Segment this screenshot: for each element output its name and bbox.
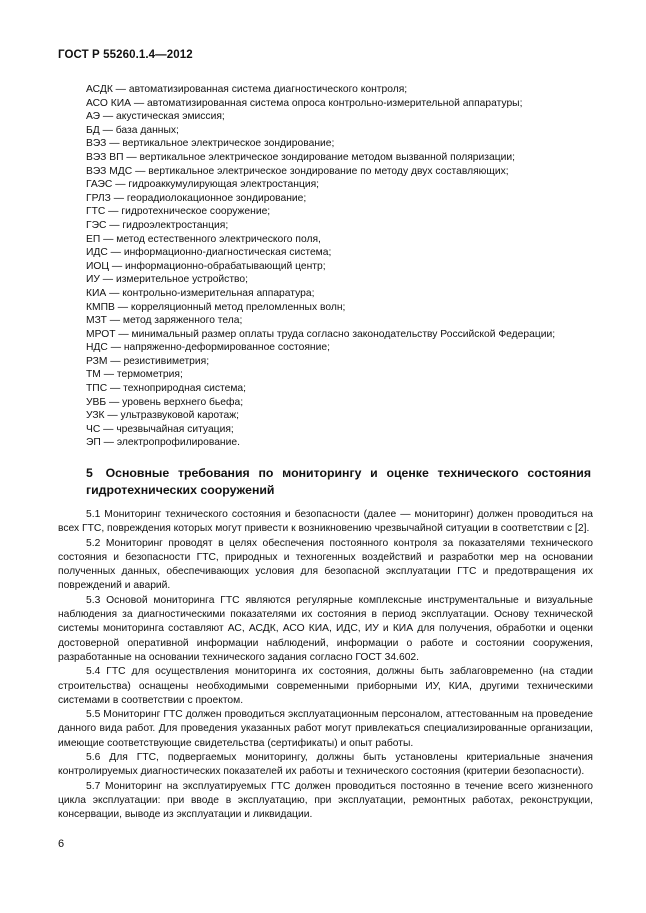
abbreviation-item: РЗМ — резистивиметрия;	[86, 355, 210, 367]
clause-paragraph: 5.1 Мониторинг технического состояния и безопасности (далее — мониторинг) должен проводиться на всех ГТС, повреждения которых могут привести к возникновению чрезвычайной ситуации в соответствии с [2].	[58, 509, 593, 535]
abbreviation-item: ИДС — информационно-диагностическая система;	[86, 247, 332, 259]
clause-paragraph: 5.7 Мониторинг на эксплуатируемых ГТС должен проводиться постоянно в течение всего жизненного цикла эксплуатации: при вводе в эксплуатацию, при эксплуатации, ремонтных работах, реконструкции, консервации, выводе из эксплуатации и ликвидации.	[58, 780, 593, 821]
abbreviation-item: КМПВ — корреляционный метод преломленных волн;	[86, 301, 346, 313]
abbreviation-item: АСДК — автоматизированная система диагностического контроля;	[86, 84, 408, 95]
abbreviation-item: УЗК — ультразвуковой каротаж;	[86, 410, 240, 422]
abbreviation-item: НДС — напряженно-деформированное состояние;	[86, 342, 330, 354]
section-heading	[86, 465, 591, 499]
clause-paragraph: 5.6 Для ГТС, подвергаемых мониторингу, должны быть установлены критериальные значения контролируемых диагностических показателей их работы и технического состояния (критерии безопасности).	[58, 752, 593, 778]
abbreviation-item: ИУ — измерительное устройство;	[86, 274, 248, 286]
clause-paragraph: 5.3 Основой мониторинга ГТС являются регулярные комплексные инструментальные и визуальные наблюдения за диагностическими показателями их состояния в период эксплуатации. Основу технической системы мониторинга составляют АС, АСДК, АСО КИА, ИДС, ИУ и КИА для получения, обработки и оценки достоверной оперативной информации наблюдений, информации о работе и состоянии сооружения, разработанные на основании технического задания согласно ГОСТ 34.602.	[58, 594, 593, 663]
abbreviation-item: ГТС — гидротехническое сооружение;	[86, 206, 271, 218]
document-code: ГОСТ Р 55260.1.4—2012	[58, 49, 193, 61]
abbreviation-item: ТМ — термометрия;	[86, 369, 183, 381]
section-body	[58, 508, 593, 823]
section-number: 5	[86, 466, 93, 480]
abbreviation-list	[86, 83, 606, 450]
abbreviation-item: ГРЛЗ — георадиолокационное зондирование;	[86, 192, 307, 204]
clause-paragraph: 5.5 Мониторинг ГТС должен проводиться эксплуатационным персоналом, аттестованным на проведение данного вида работ. Для проведения указанных работ могут привлекаться специализированные организации, имеющие соответствующие свидетельства (сертификаты) и опыт работы.	[58, 709, 593, 749]
abbreviation-item: ВЭЗ ВП — вертикальное электрическое зондирование методом вызванной поляризации;	[86, 151, 515, 163]
abbreviation-item: УВБ — уровень верхнего бьефа;	[86, 396, 244, 408]
abbreviation-item: ВЭЗ МДС — вертикальное электрическое зондирование по методу двух составляющих;	[86, 165, 509, 177]
clause-paragraph: 5.4 ГТС для осуществления мониторинга их состояния, должны быть заблаговременно (на стадии строительства) оснащены необходимыми современными приборными ИУ, КИА, другими техническими системами в соответствии с проектом.	[58, 666, 593, 706]
abbreviation-item: ЕП — метод естественного электрического поля,	[86, 233, 321, 245]
abbreviation-item: ВЭЗ — вертикальное электрическое зондирование;	[86, 138, 335, 150]
abbreviation-item: КИА — контрольно-измерительная аппаратура;	[86, 287, 315, 299]
abbreviation-item: ГЭС — гидроэлектростанция;	[86, 219, 229, 231]
abbreviation-item: ЭП — электропрофилирование.	[86, 437, 240, 449]
abbreviation-item: БД — база данных;	[86, 124, 179, 136]
section-title-text: Основные требования по мониторингу и оценке технического состояния гидротехнических сооружений	[86, 466, 591, 497]
abbreviation-item: ТПС — техноприродная система;	[86, 383, 246, 395]
clause-paragraph: 5.2 Мониторинг проводят в целях обеспечения постоянного контроля за показателями технического состояния и безопасности ГТС, природных и техногенных воздействий и разработки мер на основании полученных данных, обеспечивающих условия для безопасной эксплуатации ГТС и предотвращения их повреждений и аварий.	[58, 537, 593, 592]
abbreviation-item: МРОТ — минимальный размер оплаты труда согласно законодательству Российской Федерации;	[86, 328, 556, 340]
abbreviation-item: АСО КИА — автоматизированная система опроса контрольно-измерительной аппаратуры;	[86, 97, 523, 109]
abbreviation-item: ГАЭС — гидроаккумулирующая электростанция;	[86, 179, 320, 191]
abbreviation-item: ИОЦ — информационно-обрабатывающий центр;	[86, 260, 326, 272]
abbreviation-item: АЭ — акустическая эмиссия;	[86, 111, 225, 123]
abbreviation-item: МЗТ — метод заряженного тела;	[86, 315, 243, 327]
page-number: 6	[58, 838, 65, 850]
abbreviation-item: ЧС — чрезвычайная ситуация;	[86, 423, 234, 435]
